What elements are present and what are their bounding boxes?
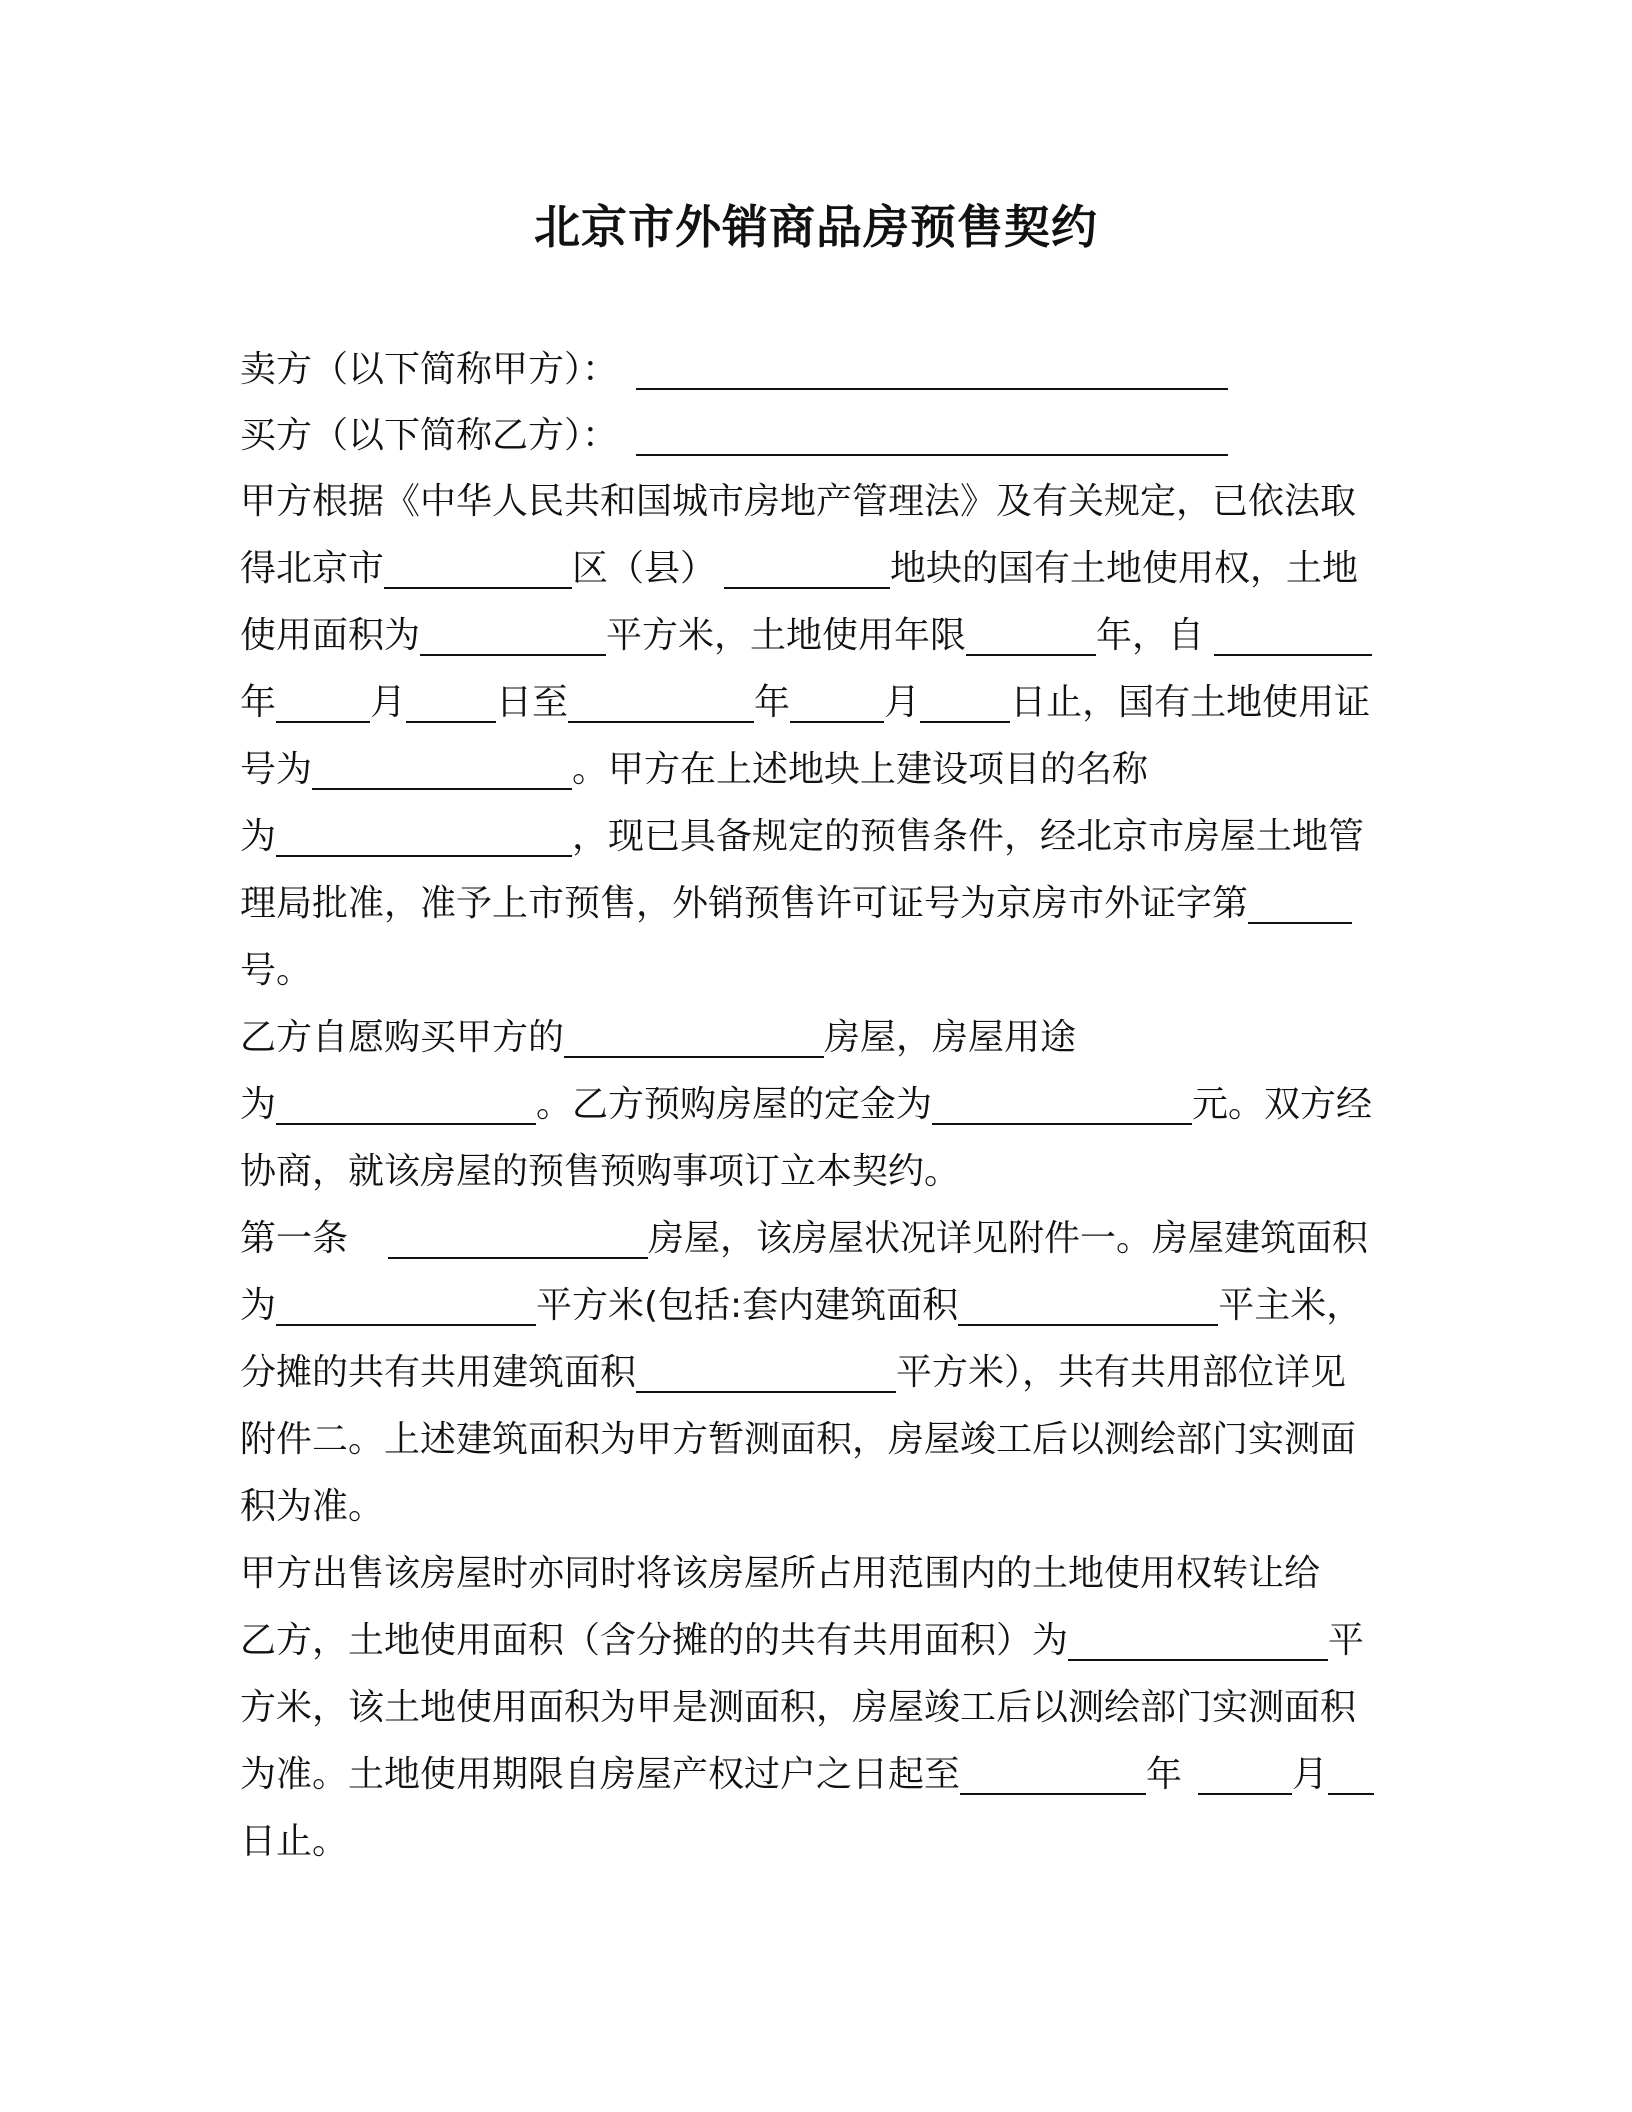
land-cert-number-blank	[312, 750, 572, 790]
text-segment: 平方米，土地使用年限	[606, 615, 967, 656]
text-line	[240, 1278, 1362, 1334]
text-line	[240, 1345, 1346, 1401]
text-line	[240, 1546, 1320, 1602]
text-segment: 分摊的共有共用建筑面积	[240, 1352, 637, 1393]
text-line	[240, 1412, 1356, 1468]
text-segment: 日止，国有土地使用证	[1010, 682, 1371, 723]
text-line	[240, 943, 312, 999]
text-line	[240, 1814, 348, 1870]
text-line	[240, 1010, 1076, 1066]
text-segment: 理局批准，准予上市预售，外销预售许可证号为京房市外证字第	[240, 883, 1249, 924]
term-end-year-blank	[960, 1755, 1146, 1795]
house-blank	[564, 1018, 824, 1058]
text-segment: 为	[240, 1285, 277, 1326]
text-segment: 平方米(包括:套内建筑面积	[536, 1285, 959, 1326]
text-segment: 月	[370, 682, 407, 723]
text-segment: 积为准。	[240, 1486, 385, 1527]
article-1-line	[240, 1211, 1368, 1267]
project-name-blank	[276, 817, 572, 857]
end-day-blank	[920, 683, 1010, 723]
text-line	[240, 1747, 1374, 1803]
text-segment: 使用面积为	[240, 615, 421, 656]
text-segment: 年	[240, 682, 277, 723]
text-segment: 乙方自愿购买甲方的	[240, 1017, 565, 1058]
text-segment: 日止。	[240, 1821, 349, 1862]
land-term-blank	[966, 616, 1096, 656]
text-segment: 为	[240, 1084, 277, 1125]
text-segment: 区（县）	[572, 548, 717, 589]
shared-area-blank	[636, 1353, 896, 1393]
start-month-blank	[276, 683, 370, 723]
house-use-blank	[276, 1085, 536, 1125]
text-segment: 年	[1146, 1754, 1183, 1795]
deposit-blank	[932, 1085, 1192, 1125]
text-segment: 乙方，土地使用面积（含分摊的的共有共用面积）为	[240, 1620, 1069, 1661]
district-blank	[384, 549, 572, 589]
text-line	[240, 608, 1372, 664]
buyer-line	[240, 408, 1228, 464]
term-end-month-blank	[1198, 1755, 1292, 1795]
text-line	[240, 675, 1370, 731]
text-segment: 为准。土地使用期限自房屋产权过户之日起至	[240, 1754, 961, 1795]
text-segment: 。乙方预购房屋的定金为	[536, 1084, 933, 1125]
land-area-blank	[420, 616, 606, 656]
text-segment: 年，自	[1096, 615, 1205, 656]
presale-license-blank	[1248, 884, 1352, 924]
text-segment: 号。	[240, 950, 313, 991]
end-year-blank	[568, 683, 754, 723]
text-line	[240, 742, 1148, 798]
text-segment: 号为	[240, 749, 313, 790]
text-line	[240, 474, 1356, 530]
text-segment: 为	[240, 816, 277, 857]
land-use-area-blank	[1068, 1621, 1328, 1661]
text-line	[240, 1077, 1372, 1133]
article-number: 第一条	[240, 1218, 349, 1259]
seller-blank	[636, 350, 1228, 390]
text-segment: 月	[884, 682, 921, 723]
land-plot-blank	[724, 549, 890, 589]
text-segment: 房屋，房屋用途	[824, 1017, 1077, 1058]
buyer-blank	[636, 416, 1228, 456]
text-line	[240, 809, 1364, 865]
buyer-label: 买方（以下简称乙方）：	[240, 415, 619, 456]
text-segment: 方米，该土地使用面积为甲是测面积，房屋竣工后以测绘部门实测面积	[240, 1687, 1357, 1728]
text-segment: 房屋，该房屋状况详见附件一。房屋建筑面积	[648, 1218, 1369, 1259]
text-segment: 平	[1328, 1620, 1365, 1661]
start-day-blank	[406, 683, 496, 723]
text-line	[240, 876, 1352, 932]
text-segment: ，现已具备规定的预售条件，经北京市房屋土地管	[572, 816, 1365, 857]
text-segment: 地块的国有土地使用权，土地	[890, 548, 1359, 589]
building-area-blank	[276, 1286, 536, 1326]
term-end-day-blank	[1328, 1755, 1374, 1795]
text-line	[240, 1613, 1364, 1669]
article-1-house-blank	[388, 1219, 648, 1259]
text-segment: 年	[754, 682, 791, 723]
text-segment: 日至	[496, 682, 569, 723]
text-line	[240, 1479, 384, 1535]
text-segment: 月	[1292, 1754, 1329, 1795]
end-month-blank	[790, 683, 884, 723]
inner-area-blank	[958, 1286, 1218, 1326]
seller-label: 卖方（以下简称甲方）：	[240, 349, 619, 390]
text-segment: 元。双方经	[1192, 1084, 1373, 1125]
start-year-blank	[1214, 616, 1372, 656]
seller-line	[240, 342, 1228, 398]
text-segment: 协商，就该房屋的预售预购事项订立本契约。	[240, 1151, 961, 1192]
text-line	[240, 1680, 1356, 1736]
text-line	[240, 1144, 960, 1200]
text-segment: 附件二。上述建筑面积为甲方暂测面积，房屋竣工后以测绘部门实测面	[240, 1419, 1357, 1460]
document-title: 北京市外销商品房预售契约	[534, 200, 1098, 254]
text-segment: 得北京市	[240, 548, 385, 589]
text-line	[240, 541, 1358, 597]
text-segment: 甲方出售该房屋时亦同时将该房屋所占用范围内的土地使用权转让给	[240, 1553, 1321, 1594]
text-segment: 平主米，	[1218, 1285, 1363, 1326]
text-segment: 甲方根据《中华人民共和国城市房地产管理法》及有关规定，已依法取	[240, 481, 1357, 522]
text-segment: 平方米），共有共用部位详见	[896, 1352, 1347, 1393]
text-segment: 。甲方在上述地块上建设项目的名称	[572, 749, 1149, 790]
